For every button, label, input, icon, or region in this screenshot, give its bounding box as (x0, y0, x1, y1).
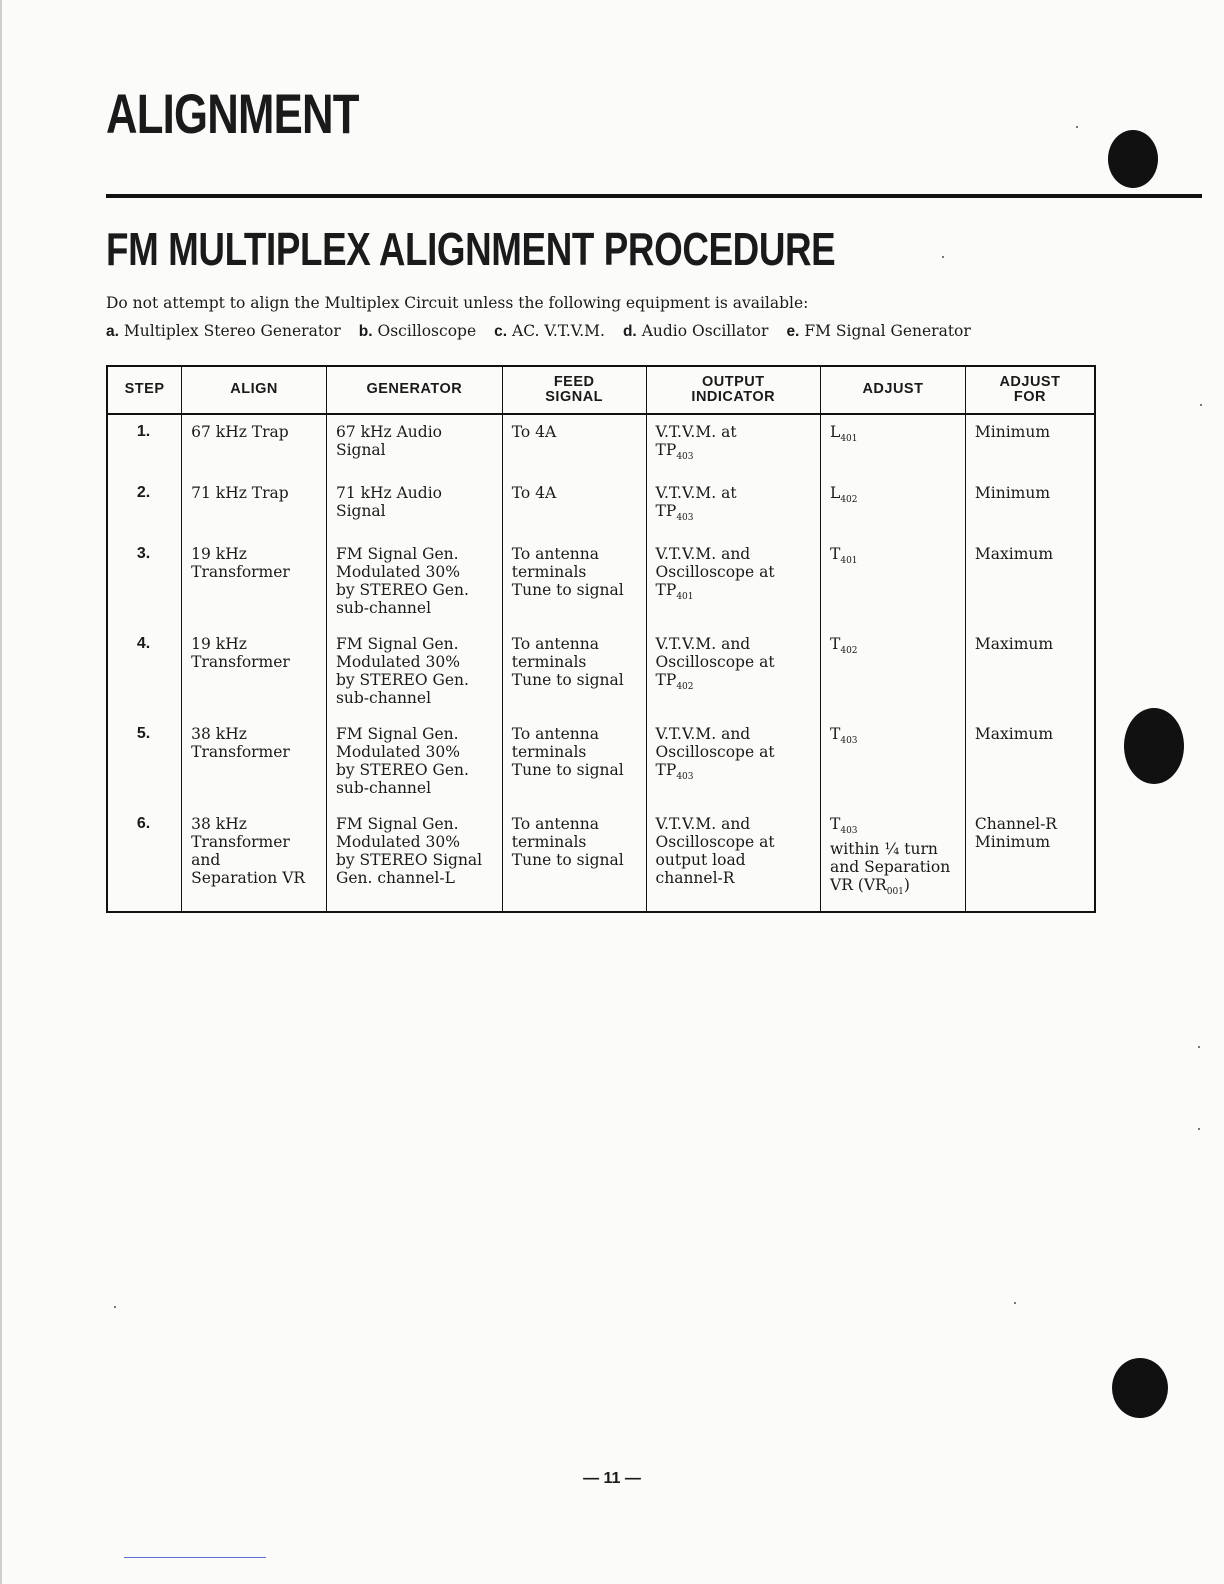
equipment-name: FM Signal Generator (804, 322, 971, 340)
feed-cell-line: Tune to signal (511, 581, 624, 600)
output-cell-line (656, 743, 814, 761)
output-cell-line (656, 725, 814, 743)
table-row (107, 627, 1095, 717)
header-align: ALIGN (182, 366, 327, 414)
equipment-item (623, 322, 768, 340)
adjust-cell-text: T (830, 725, 841, 744)
feed-cell-line: Tune to signal (511, 851, 624, 870)
adjust-cell-text: T (830, 815, 841, 834)
adjust-cell-subscript: 001 (886, 887, 904, 898)
adjust-for-cell (965, 476, 1095, 537)
adjust-cell-line (830, 840, 959, 858)
header-adjust: ADJUST (821, 366, 966, 414)
adjust-cell-line (830, 484, 959, 509)
adjust-cell-line (830, 423, 959, 448)
output-cell (646, 414, 820, 476)
adjust-cell-text: T (830, 635, 841, 654)
header-output-line-1: OUTPUT (701, 373, 765, 390)
step-cell: 1. (136, 423, 151, 440)
output-cell-subscript: 402 (676, 682, 694, 693)
generator-cell-line: sub-channel (335, 599, 432, 618)
output-cell-line (656, 671, 814, 696)
output-cell-line (656, 423, 814, 441)
generator-cell (326, 414, 502, 476)
adjust-for-cell-line: Maximum (974, 545, 1054, 564)
output-cell-line (656, 441, 814, 466)
header-generator: GENERATOR (326, 366, 502, 414)
equipment-name: Multiplex Stereo Generator (123, 322, 341, 340)
output-cell-line (656, 581, 814, 606)
step-cell: 4. (136, 635, 151, 653)
feed-cell (502, 717, 646, 807)
generator-cell-line: by STEREO Gen. (335, 581, 469, 600)
align-cell-line: Transformer (191, 563, 290, 582)
header-feed-line-1: FEED (553, 373, 595, 390)
page-left-edge (0, 0, 2, 1584)
page-number: — 11 — (583, 1470, 641, 1487)
output-cell-text: TP (655, 671, 677, 690)
adjust-cell-line (830, 725, 959, 750)
equipment-item (494, 322, 605, 340)
output-cell-text: TP (655, 581, 677, 600)
adjust-for-cell (965, 537, 1095, 627)
adjust-cell-text: L (830, 423, 841, 441)
adjust-cell-subscript: 403 (840, 736, 858, 747)
adjust-cell (821, 476, 966, 537)
adjust-for-cell-line: Minimum (974, 423, 1051, 441)
feed-cell-line: To 4A (511, 423, 557, 441)
adjust-for-cell-line: Minimum (974, 484, 1051, 503)
header-adjust-for-line-2: FOR (1013, 389, 1046, 405)
align-cell-line: Transformer (191, 833, 290, 852)
scan-speck (1198, 1046, 1200, 1048)
adjust-cell-text: T (830, 545, 841, 564)
step-cell: 3. (136, 545, 151, 563)
output-cell-line (656, 833, 814, 851)
generator-cell-line: by STEREO Gen. (335, 761, 469, 780)
feed-cell-line: To antenna (511, 815, 599, 834)
output-cell-text: V.T.V.M. and (655, 815, 751, 834)
output-cell-line (656, 484, 814, 502)
output-cell-text: output load (655, 851, 746, 870)
align-cell-line: 67 kHz Trap (191, 423, 289, 441)
step-cell: 6. (136, 815, 151, 833)
output-cell-text: V.T.V.M. at (655, 423, 737, 441)
generator-cell-line: Signal (335, 502, 386, 521)
feed-cell-line: terminals (511, 833, 587, 852)
output-cell-text: Oscilloscope at (655, 563, 775, 582)
alignment-table (106, 365, 1096, 913)
header-adjust-for (965, 366, 1095, 414)
generator-cell-line: Modulated 30% (335, 563, 460, 582)
binder-hole-middle (1124, 708, 1184, 784)
feed-cell-line: terminals (511, 743, 587, 762)
page-title: ALIGNMENT (106, 82, 359, 145)
adjust-for-cell (965, 627, 1095, 717)
equipment-list (106, 322, 989, 341)
feed-cell-line: To antenna (511, 635, 599, 654)
equipment-letter: d. (622, 323, 637, 340)
output-cell-text: V.T.V.M. and (655, 725, 751, 744)
scan-speck (1200, 404, 1202, 406)
output-cell-line (656, 502, 814, 527)
table-row (107, 807, 1095, 912)
generator-cell-line: by STEREO Signal (335, 851, 483, 870)
output-cell (646, 627, 820, 717)
scan-speck (1076, 126, 1078, 128)
generator-cell (326, 807, 502, 912)
generator-cell-line: by STEREO Gen. (335, 671, 469, 690)
feed-cell (502, 807, 646, 912)
align-cell (182, 537, 327, 627)
align-cell-line: 38 kHz (191, 725, 247, 744)
align-cell-line: Transformer (191, 743, 290, 762)
feed-cell-line: terminals (511, 653, 587, 672)
generator-cell (326, 717, 502, 807)
header-feed-signal (502, 366, 646, 414)
output-cell (646, 537, 820, 627)
intro-text: Do not attempt to align the Multiplex Circuit unless the following equipment is available: (106, 294, 809, 312)
adjust-cell-text: VR (VR (830, 876, 887, 895)
adjust-cell-subscript: 402 (840, 646, 858, 657)
generator-cell-line: FM Signal Gen. (335, 635, 459, 654)
output-cell-line (656, 545, 814, 563)
align-cell (182, 717, 327, 807)
adjust-cell-subscript: 403 (840, 826, 858, 837)
adjust-cell-subscript: 402 (840, 495, 858, 506)
output-cell-text: TP (655, 761, 677, 780)
binder-hole-bottom (1112, 1358, 1168, 1418)
output-cell-text: TP (655, 502, 677, 521)
adjust-cell-subscript: 401 (840, 434, 858, 445)
adjust-for-cell-line: Channel-R (974, 815, 1057, 834)
feed-cell (502, 476, 646, 537)
adjust-cell-text: L (830, 484, 841, 503)
equipment-name: AC. V.T.V.M. (512, 322, 605, 340)
output-cell-line (656, 851, 814, 869)
equipment-name: Audio Oscillator (641, 322, 769, 340)
equipment-letter: e. (786, 323, 800, 340)
adjust-cell (821, 807, 966, 912)
feed-cell (502, 627, 646, 717)
generator-cell-line: sub-channel (335, 689, 432, 708)
equipment-name: Oscilloscope (377, 322, 477, 340)
align-cell-line: 38 kHz (191, 815, 247, 834)
output-cell-line (656, 761, 814, 786)
align-cell (182, 476, 327, 537)
align-cell-line: and (191, 851, 221, 870)
feed-cell-line: To 4A (511, 484, 557, 503)
adjust-cell (821, 627, 966, 717)
step-cell: 5. (136, 725, 151, 743)
output-cell-subscript: 401 (676, 592, 694, 603)
scan-speck (114, 1306, 116, 1308)
output-cell (646, 717, 820, 807)
scan-speck (942, 256, 944, 258)
align-cell-line: 19 kHz (191, 545, 247, 564)
align-cell-line: 71 kHz Trap (191, 484, 289, 503)
binder-hole-top (1108, 130, 1158, 188)
generator-cell-line: Modulated 30% (335, 833, 460, 852)
align-cell-line: 19 kHz (191, 635, 247, 654)
align-cell (182, 414, 327, 476)
output-cell-subscript: 403 (676, 772, 694, 783)
equipment-letter: a. (106, 323, 119, 340)
feed-cell (502, 414, 646, 476)
output-cell-text: Oscilloscope at (655, 833, 775, 852)
generator-cell (326, 627, 502, 717)
feed-cell (502, 537, 646, 627)
section-title: FM MULTIPLEX ALIGNMENT PROCEDURE (106, 223, 836, 275)
adjust-for-cell-line: Maximum (974, 725, 1054, 744)
table-body (107, 414, 1095, 912)
generator-cell-line: Gen. channel-L (335, 869, 455, 888)
equipment-letter: c. (494, 323, 508, 340)
output-cell-subscript: 403 (676, 452, 694, 463)
feed-cell-line: Tune to signal (511, 671, 624, 690)
generator-cell (326, 476, 502, 537)
adjust-for-cell-line: Maximum (974, 635, 1054, 654)
output-cell-subscript: 403 (676, 513, 694, 524)
output-cell-line (656, 869, 814, 887)
equipment-letter: b. (358, 323, 373, 340)
table-row (107, 476, 1095, 537)
feed-cell-line: terminals (511, 563, 587, 582)
table-row (107, 537, 1095, 627)
output-cell-line (656, 815, 814, 833)
scan-speck (1198, 1128, 1200, 1130)
generator-cell-line: FM Signal Gen. (335, 815, 459, 834)
feed-cell-line: To antenna (511, 545, 599, 564)
table-row (107, 414, 1095, 476)
output-cell-line (656, 563, 814, 581)
output-cell-line (656, 653, 814, 671)
adjust-cell-line (830, 635, 959, 660)
adjust-cell (821, 537, 966, 627)
output-cell-text: V.T.V.M. and (655, 545, 751, 564)
align-cell-line: Separation VR (191, 869, 306, 888)
adjust-cell-text: within ¼ turn (830, 840, 938, 859)
align-cell (182, 627, 327, 717)
scan-speck (1014, 1302, 1016, 1304)
adjust-cell-line (830, 545, 959, 570)
output-cell-line (656, 635, 814, 653)
generator-cell (326, 537, 502, 627)
output-cell (646, 476, 820, 537)
table-header-row (107, 366, 1095, 414)
align-cell-line: Transformer (191, 653, 290, 672)
output-cell (646, 807, 820, 912)
output-cell-text: TP (655, 441, 677, 459)
footer-link-line (124, 1557, 266, 1558)
adjust-for-cell (965, 414, 1095, 476)
generator-cell-line: Modulated 30% (335, 653, 460, 672)
generator-cell-line: 71 kHz Audio (335, 484, 442, 503)
table-row (107, 717, 1095, 807)
output-cell-text: V.T.V.M. and (655, 635, 751, 654)
adjust-for-cell (965, 807, 1095, 912)
header-adjust-for-line-1: ADJUST (999, 373, 1061, 390)
adjust-cell (821, 717, 966, 807)
generator-cell-line: Modulated 30% (335, 743, 460, 762)
generator-cell-line: sub-channel (335, 779, 432, 798)
generator-cell-line: 67 kHz Audio (335, 423, 442, 441)
adjust-cell-line (830, 858, 959, 876)
output-cell-text: Oscilloscope at (655, 743, 775, 762)
adjust-cell (821, 414, 966, 476)
adjust-cell-subscript: 401 (840, 556, 858, 567)
output-cell-text: Oscilloscope at (655, 653, 775, 672)
generator-cell-line: Signal (335, 441, 386, 459)
step-cell: 2. (136, 484, 151, 502)
adjust-for-cell (965, 717, 1095, 807)
adjust-for-cell-line: Minimum (974, 833, 1051, 852)
adjust-cell-text: and Separation (830, 858, 951, 877)
header-output-line-2: INDICATOR (691, 389, 776, 405)
feed-cell-line: Tune to signal (511, 761, 624, 780)
equipment-item (106, 322, 341, 340)
header-step: STEP (107, 366, 182, 414)
adjust-cell-line (830, 815, 959, 840)
header-feed-line-2: SIGNAL (545, 389, 604, 405)
adjust-cell-line (830, 876, 959, 901)
adjust-cell-suffix: ) (903, 876, 910, 895)
generator-cell-line: FM Signal Gen. (335, 725, 459, 744)
equipment-item (359, 322, 476, 340)
feed-cell-line: To antenna (511, 725, 599, 744)
generator-cell-line: FM Signal Gen. (335, 545, 459, 564)
output-cell-text: V.T.V.M. at (655, 484, 737, 503)
title-rule (106, 194, 1202, 198)
equipment-item (786, 322, 970, 340)
output-cell-text: channel-R (655, 869, 735, 888)
align-cell (182, 807, 327, 912)
header-output-indicator (646, 366, 820, 414)
